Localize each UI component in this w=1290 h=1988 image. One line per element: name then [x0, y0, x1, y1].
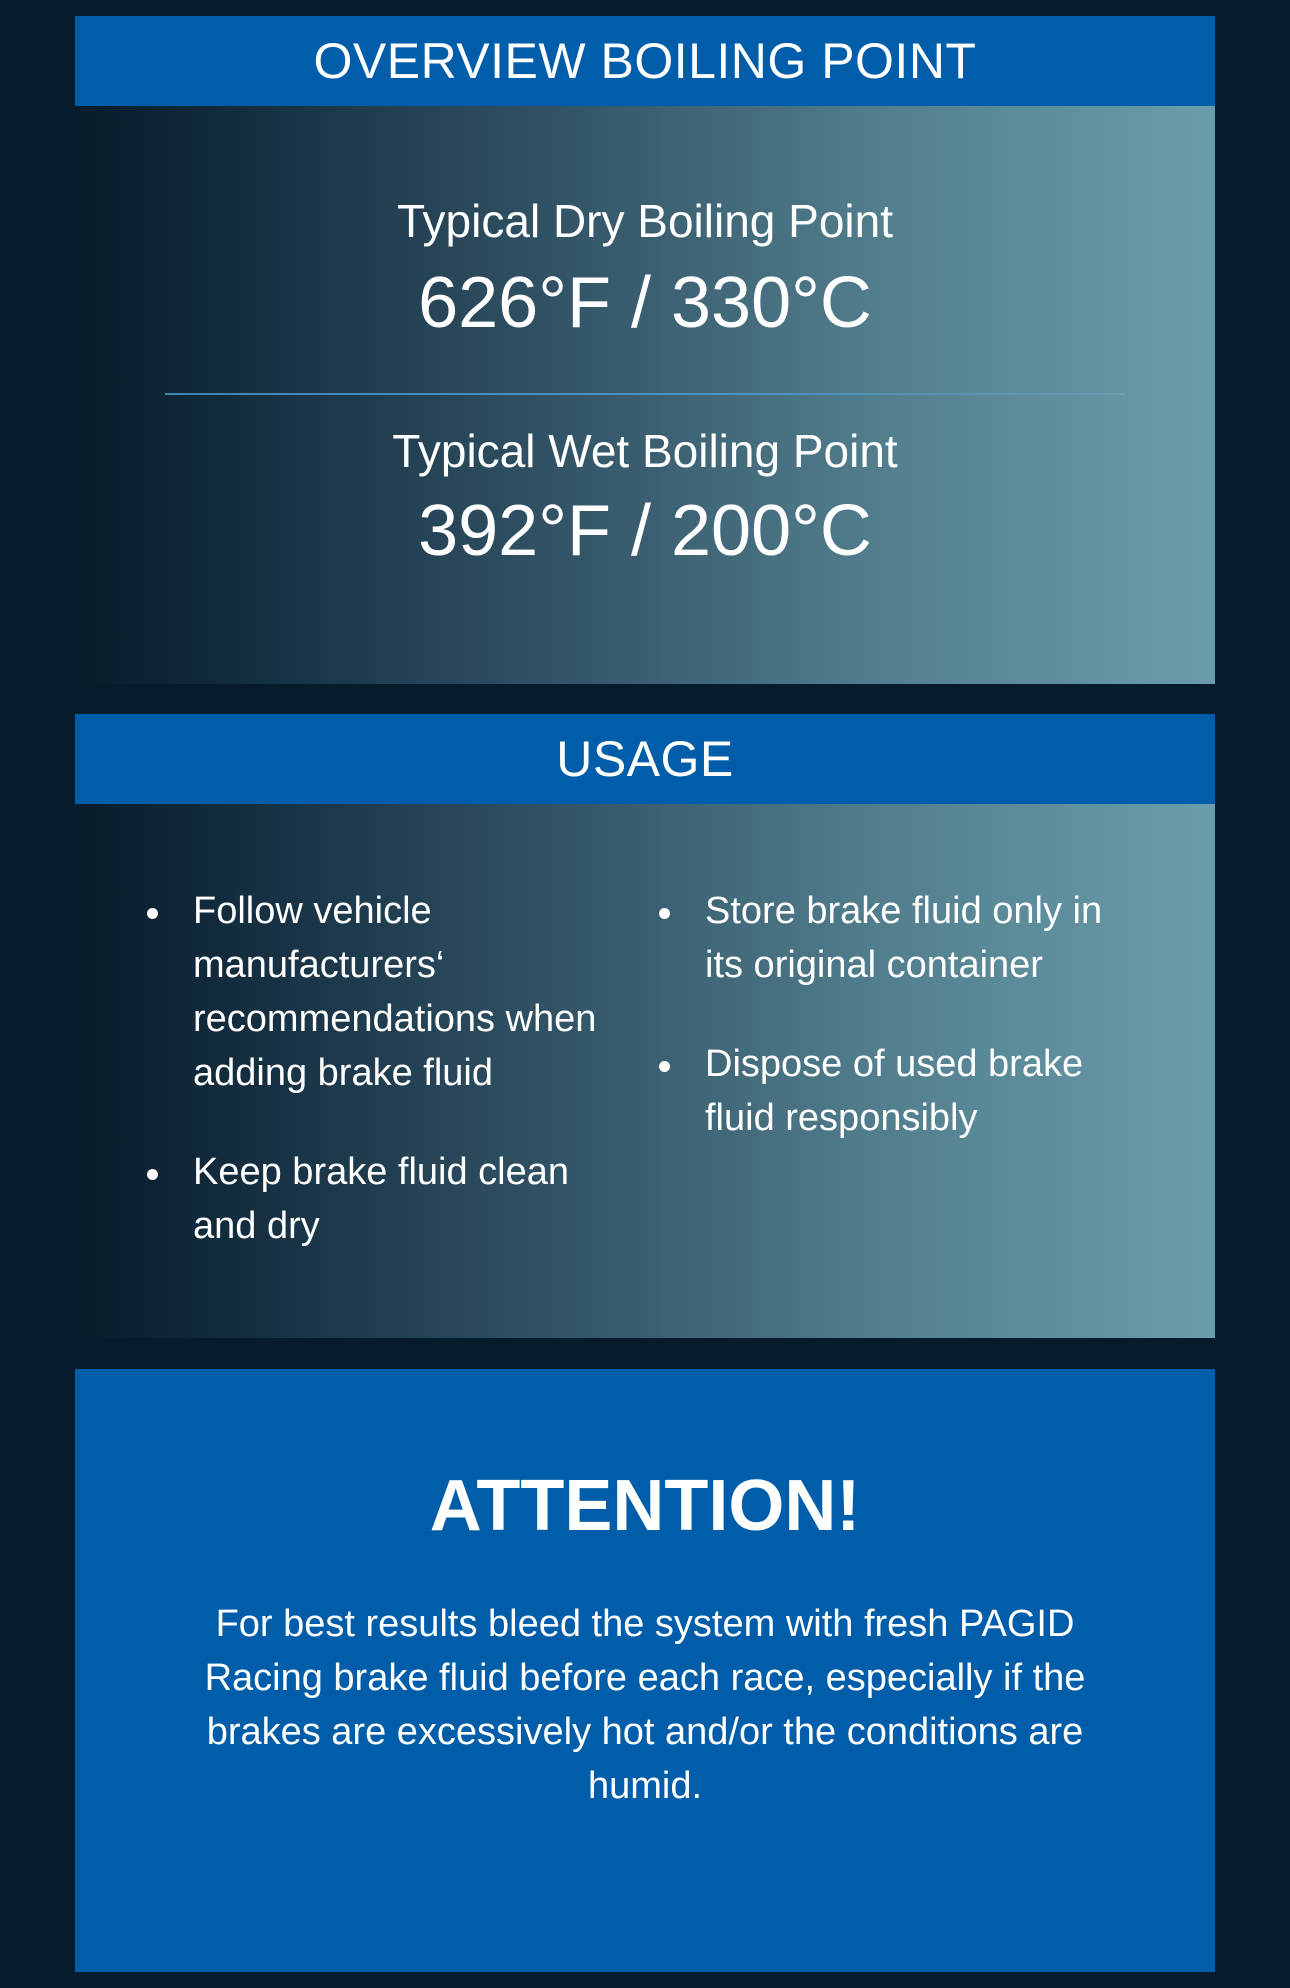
- attention-text: For best results bleed the system with fresh PAGID Racing brake fluid before each race, especially if the brakes are excessively hot and/or the conditions are humid.: [204, 1603, 1086, 1807]
- usage-title: USAGE: [556, 731, 734, 787]
- boiling-point-divider: [165, 393, 1125, 395]
- usage-item: Dispose of used brake fluid responsibly: [659, 1037, 1129, 1145]
- usage-list-left: [147, 884, 617, 1298]
- usage-list-right: [659, 884, 1129, 1190]
- usage-section: [75, 714, 1215, 1338]
- usage-item: Follow vehicle manufacturers‘ recommendations when adding brake fluid: [147, 884, 617, 1100]
- overview-header: [75, 16, 1215, 106]
- usage-item: Keep brake fluid clean and dry: [147, 1145, 617, 1253]
- overview-title: OVERVIEW BOILING POINT: [313, 33, 977, 89]
- dry-boiling-point-label: Typical Dry Boiling Point: [397, 195, 893, 247]
- attention-section: [75, 1369, 1215, 1972]
- attention-title: ATTENTION!: [429, 1466, 861, 1546]
- usage-item: Store brake fluid only in its original container: [659, 884, 1129, 992]
- overview-boiling-point-section: [75, 16, 1215, 684]
- wet-boiling-point-label: Typical Wet Boiling Point: [392, 425, 898, 477]
- wet-boiling-point-value: 392°F / 200°C: [418, 491, 872, 571]
- usage-panel: [75, 804, 1215, 1338]
- usage-header: [75, 714, 1215, 804]
- overview-panel: [75, 106, 1215, 684]
- dry-boiling-point-value: 626°F / 330°C: [418, 263, 872, 343]
